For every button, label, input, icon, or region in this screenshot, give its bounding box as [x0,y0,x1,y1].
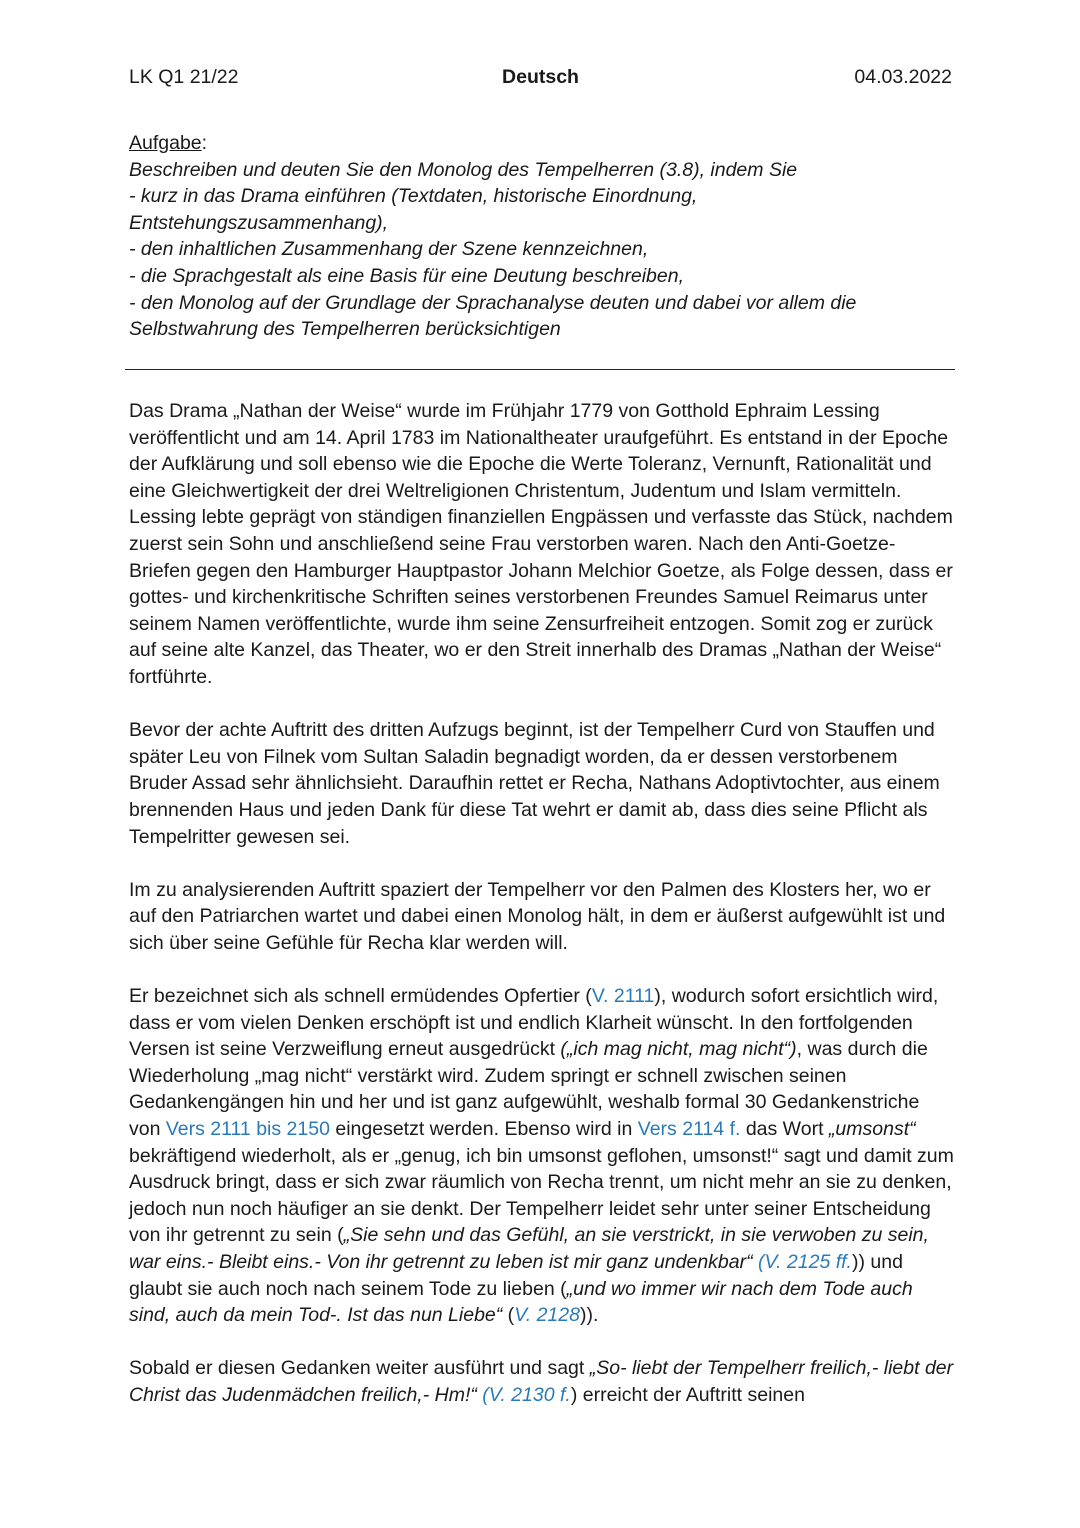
quote: „umsonst“ [828,1118,916,1141]
task-label-colon: : [201,132,208,154]
paragraph-analysis: Er bezeichnet sich als schnell ermüdendes Opfertier (V. 2111), wodurch sofort ersichtlich wird, dass er vom vielen Denken erschöpft ist und endlich Klarheit wünscht. In den fortfolgenden Versen ist seine Verzweiflung erneut ausgedrückt („ich mag nicht, mag nicht“), was durch die Wiederholung „mag nicht“ verstärkt wird. Zudem springt er schnell zwischen seinen Gedankengängen hin und her und ist ganz aufgewühlt, weshalb formal 30 Gedankenstriche von Vers 2111 bis 2150 eingesetzt werden. Ebenso wird in Vers 2114 f. das Wort „umsonst“ bekräftigend wiederholt, als er „genug, ich bin umsonst geflohen, umsonst!“ sagt und damit zum Ausdruck bringt, dass er sich zwar räumlich von Recha trennt, um nicht mehr an sie zu denken, jedoch nun noch häufiger an sie denkt. Der Tempelherr leidet sehr unter seiner Entscheidung von ihr getrennt zu sein („Sie sehn und das Gefühl, an sie verstrickt, in sie verwoben zu sein, war eins.- Bleibt eins.- Von ihr getrennt zu leben ist mir ganz undenkbar“ (V. 2125 ff.)) und glaubt sie auch noch nach seinem Tode zu lieben („und wo immer wir nach dem Tode auch sind, auch da mein Tod-. Ist das nun Liebe“ (V. 2128)). [129,985,954,1327]
verse-reference: Vers 2111 bis 2150 [165,1118,330,1141]
paragraph-scene: Im zu analysierenden Auftritt spaziert der Tempelherr vor den Palmen des Klosters her, wo er auf den Patriarchen wartet und dabei einen Monolog hält, in dem er äußerst aufgewühlt ist und sich über seine Gefühle für Recha klar werden will. [129,878,946,954]
paragraph-context: Bevor der achte Auftritt des dritten Aufzugs beginnt, ist der Tempelherr Curd von Stauffen und später Leu von Filnek vom Sultan Saladin begnadigt worden, da er dessen verstorbenem Bruder Assad sehr ähnlichsieht. Daraufhin rettet er Recha, Nathans Adoptivtochter, aus einem brennenden Haus und jeden Dank für diese Tat wehrt er damit ab, dass dies seine Pflicht als Tempelritter gewesen sei. [129,719,940,848]
subject-title: Deutsch [502,66,579,88]
paragraph-climax: Sobald er diesen Gedanken weiter ausführt und sagt „So- liebt der Tempelherr freilich,- liebt der Christ das Judenmädchen freilich,- Hm!“ (V. 2130 f.) erreicht der Auftritt seinen [129,1357,954,1406]
verse-reference: (V. 2130 f. [482,1383,571,1406]
task-block [129,130,959,343]
quote: „Sie sehn und das Gefühl, an sie verstrickt, in sie verwoben zu sein, war eins.- Bleibt eins.- Von ihr getrennt zu leben ist mir ganz undenkbar“ [129,1224,929,1273]
task-item: Entstehungszusammenhang), [129,211,389,234]
verse-reference: V. 2111 [591,985,655,1008]
task-item: Selbstwahrung des Tempelherren berücksichtigen [129,318,561,341]
task-intro: Beschreiben und deuten Sie den Monolog des Tempelherren (3.8), indem Sie [129,158,798,181]
task-item: - den Monolog auf der Grundlage der Sprachanalyse deuten und dabei vor allem die [129,291,857,314]
task-label: Aufgabe [129,132,202,154]
verse-reference: V. 2128 [514,1304,580,1327]
paragraph-introduction: Das Drama „Nathan der Weise“ wurde im Frühjahr 1779 von Gotthold Ephraim Lessing veröffentlicht und am 14. April 1783 im Nationaltheater uraufgeführt. Es entstand in der Epoche der Aufklärung und soll ebenso wie die Epoche die Werte Toleranz, Vernunft, Rationalität und eine Gleichwertigkeit der drei Weltreligionen Christentum, Judentum und Islam vermitteln. Lessing lebte geprägt von ständigen finanziellen Engpässen und verfasste das Stück, nachdem zuerst sein Sohn und anschließend seine Frau verstorben waren. Nach den Anti-Goetze-Briefen gegen den Hamburger Hauptpastor Johann Melchior Goetze, als Folge dessen, dass er gottes- und kirchenkritische Schriften seines verstorbenen Freundes Samuel Reimarus unter seinem Namen veröffentlichte, wurde ihm seine Zensurfreiheit entzogen. Somit zog er zurück auf seine alte Kanzel, das Theater, wo er den Streit innerhalb des Dramas „Nathan der Weise“ fortführte. [129,400,953,688]
task-item: - kurz in das Drama einführen (Textdaten, historische Einordnung, [129,185,698,208]
verse-reference: (V. 2125 ff. [758,1251,852,1273]
page-header [129,66,952,92]
task-item: - die Sprachgestalt als eine Basis für eine Deutung beschreiben, [129,264,684,287]
quote: („ich mag nicht, mag nicht“) [560,1038,797,1061]
date-label: 04.03.2022 [854,66,952,88]
essay-body [129,398,955,1435]
course-label: LK Q1 21/22 [129,66,239,88]
verse-reference: Vers 2114 f. [637,1118,741,1141]
task-item: - den inhaltlichen Zusammenhang der Szene kennzeichnen, [129,238,649,261]
quote: „So- liebt der Tempelherr freilich,- liebt der Christ das Judenmädchen freilich,- Hm!“ [129,1357,954,1406]
quote: „und wo immer wir nach dem Tode auch sind, auch da mein Tod-. Ist das nun Liebe“ [129,1277,913,1327]
divider-line [125,369,955,370]
